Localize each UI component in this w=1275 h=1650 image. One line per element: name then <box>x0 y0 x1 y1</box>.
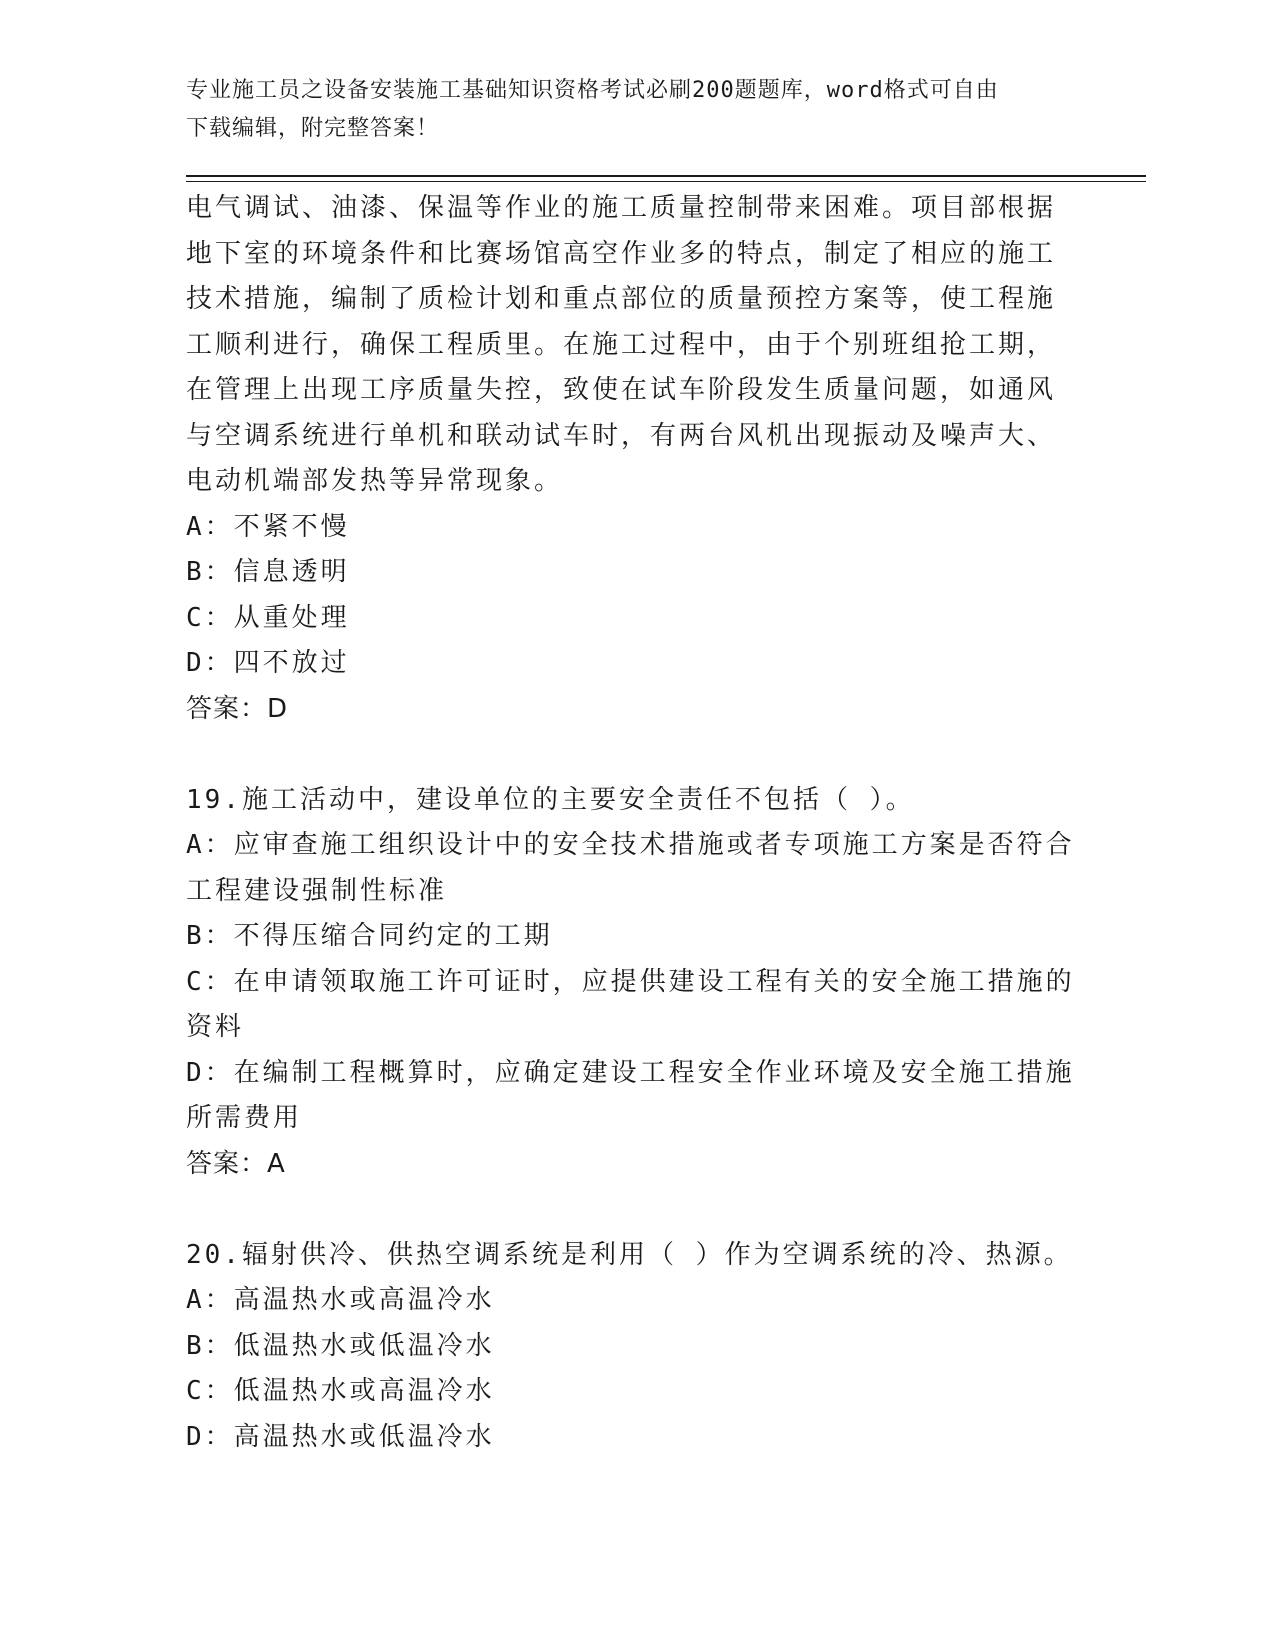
question-20 <box>186 1233 1086 1461</box>
q18-stem-line: 电气调试、油漆、保温等作业的施工质量控制带来困难。项目部根据 <box>186 193 1057 223</box>
q18-option-d: D：四不放过 <box>186 648 350 678</box>
q18-stem-line: 工顺利进行，确保工程质里。在施工过程中，由于个别班组抢工期， <box>186 329 1057 360</box>
q19-option-c-line-1: C：在申请领取施工许可证时，应提供建设工程有关的安全施工措施的 <box>186 966 1075 997</box>
q19-option-a-line-2: 工程建设强制性标准 <box>186 875 448 906</box>
q19-option-b: B：不得压缩合同约定的工期 <box>186 921 553 951</box>
q18-stem-line: 电动机端部发热等异常现象。 <box>186 466 564 496</box>
question-18 <box>186 186 1086 732</box>
spacer <box>186 1187 1086 1233</box>
header-title-line-1: 专业施工员之设备安装施工基础知识资格考试必刷200题题库，word格式可自由 <box>186 78 999 103</box>
q19-option-c-line-2: 资料 <box>186 1012 245 1042</box>
q19-answer: 答案：A <box>186 1148 286 1179</box>
header-title-line-2: 下载编辑，附完整答案！ <box>186 116 440 141</box>
q19-option-d-line-1: D：在编制工程概算时，应确定建设工程安全作业环境及安全施工措施 <box>186 1057 1075 1088</box>
q18-option-a: A：不紧不慢 <box>186 511 350 542</box>
q20-option-a: A：高温热水或高温冷水 <box>186 1285 495 1315</box>
header-rule-thin <box>186 181 1146 182</box>
q18-stem-line: 技术措施，编制了质检计划和重点部位的质量预控方案等，使工程施 <box>186 284 1057 314</box>
q19-stem: 19.施工活动中，建设单位的主要安全责任不包括（ ）。 <box>186 784 915 815</box>
q19-option-a-line-1: A：应审查施工组织设计中的安全技术措施或者专项施工方案是否符合 <box>186 830 1075 860</box>
q18-stem-line: 在管理上出现工序质量失控，致使在试车阶段发生质量问题，如通风 <box>186 375 1057 405</box>
q18-option-c: C：从重处理 <box>186 602 350 633</box>
q18-stem-line: 与空调系统进行单机和联动试车时，有两台风机出现振动及噪声大、 <box>186 420 1057 451</box>
q18-answer: 答案：D <box>186 693 289 724</box>
page-content <box>186 186 1086 1460</box>
q20-option-d: D：高温热水或低温冷水 <box>186 1421 495 1452</box>
q19-option-d-line-2: 所需费用 <box>186 1103 303 1133</box>
q20-stem: 20.辐射供冷、供热空调系统是利用（ ）作为空调系统的冷、热源。 <box>186 1239 1073 1270</box>
q18-option-b: B：信息透明 <box>186 557 350 587</box>
question-19 <box>186 778 1086 1188</box>
q20-option-c: C：低温热水或高温冷水 <box>186 1376 495 1406</box>
q18-stem-line: 地下室的环境条件和比赛场馆高空作业多的特点，制定了相应的施工 <box>186 238 1057 269</box>
q20-option-b: B：低温热水或低温冷水 <box>186 1330 495 1361</box>
page-header <box>186 72 1066 148</box>
spacer <box>186 732 1086 778</box>
header-rule-thick <box>186 175 1146 177</box>
